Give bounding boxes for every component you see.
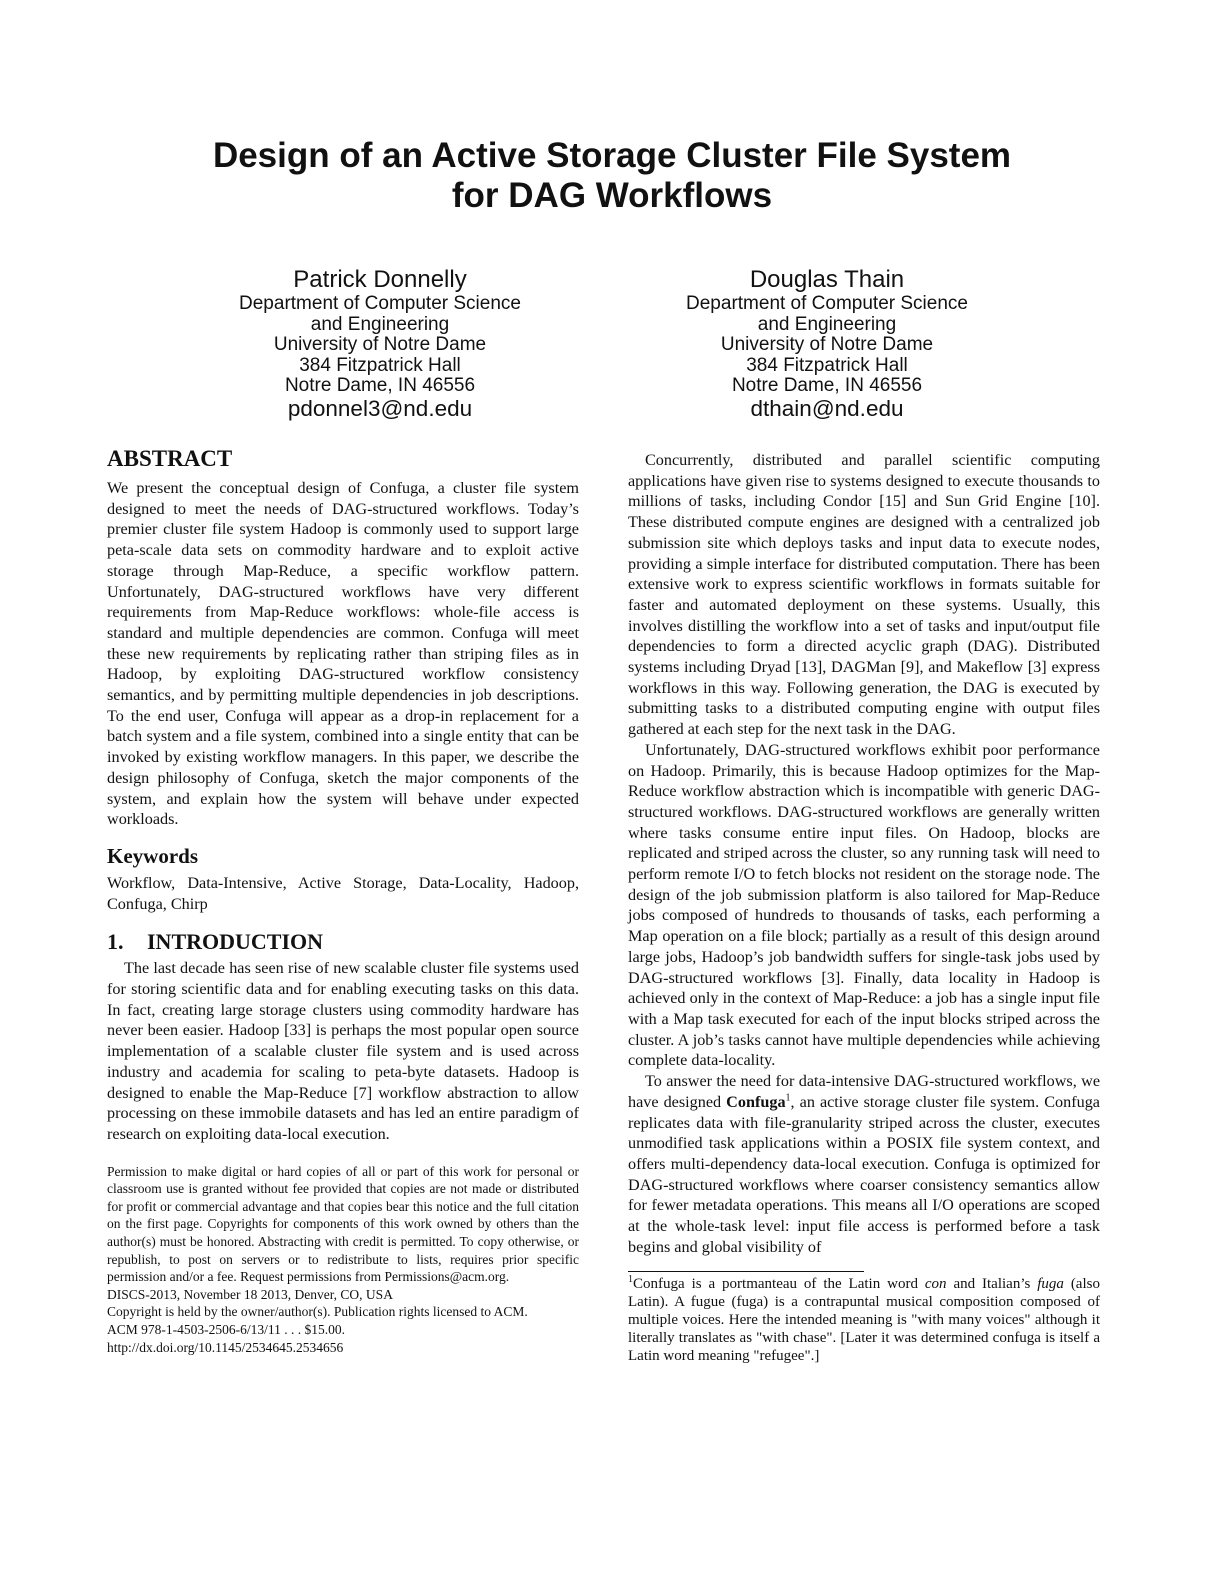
footnote-fuga: fuga <box>1037 1276 1064 1293</box>
author-department: Department of Computer Science <box>239 293 521 314</box>
footnote-part-1: Confuga is a portmanteau of the Latin word <box>633 1276 925 1293</box>
isbn-text: ACM 978-1-4503-2506-6/13/11 . . . $15.00. <box>107 1322 345 1338</box>
permission-text: Permission to make digital or hard copies of all or part of this work for personal or classroom use is granted without fee provided that copies are not made or distributed for profit or commercial advantage and that copies bear this notice and the full citation on the first page. Copyrights for components of this work owned by others than the author(s) must be honored. Abstracting with credit is permitted. To copy otherwise, or republish, to post on servers or to redistribute to lists, requires prior specific permission and/or a fee. Request permissions from Permissions@acm.org. <box>107 1163 579 1285</box>
footnote-con: con <box>924 1276 947 1293</box>
footnote-1 <box>628 1275 1100 1365</box>
author-department: Department of Computer Science <box>686 293 968 314</box>
author-name: Patrick Donnelly <box>293 266 467 293</box>
author-name: Douglas Thain <box>749 266 905 293</box>
conference-info: DISCS-2013, November 18 2013, Denver, CO, USA <box>107 1286 393 1302</box>
paper-title <box>108 136 1116 216</box>
abstract-heading: ABSTRACT <box>107 446 233 471</box>
author-address-1: 384 Fitzpatrick Hall <box>299 354 461 376</box>
p4-rest: , an active storage cluster file system. Confuga replicates data with file-granularity striped across the cluster, executes unmodified task applications within a POSIX file system context, and offers multi-dependency data-local execution. Confuga is optimized for DAG-structured workflows where coarser consistency semantics allow for fewer metadata operations. This means all I/O operations are scoped at the whole-task level: input file access is performed before a task begins and global visibility of <box>628 1092 1100 1256</box>
doi-link[interactable]: http://dx.doi.org/10.1145/2534645.2534656 <box>107 1339 344 1355</box>
right-column <box>628 450 1100 1365</box>
footnote-number: 1 <box>628 1274 633 1286</box>
footnote-rule <box>628 1271 864 1272</box>
section-title: INTRODUCTION <box>147 929 324 955</box>
title-line-2: for DAG Workflows <box>451 176 773 215</box>
author-department-2: and Engineering <box>757 313 897 335</box>
author-address-2: Notre Dame, IN 46556 <box>731 375 923 396</box>
introduction-heading <box>107 930 579 954</box>
author-email[interactable]: pdonnel3@nd.edu <box>287 395 473 421</box>
p4-start: To answer the need for data-intensive DAG-structured workflows, we have designed <box>628 1072 1100 1111</box>
intro-paragraph-1: The last decade has seen rise of new scalable cluster file systems used for storing scientific data and for enabling executing tasks on this data. In fact, creating large storage clusters using commodity hardware has never been easier. Hadoop [33] is perhaps the most popular open source implementation of a scalable cluster file system and is used across industry and academia for scaling to peta-byte datasets. Hadoop is designed to enable the Map-Reduce [7] workflow abstraction to allow processing on these immobile datasets and has led an entire paradigm of research on exploiting data-local execution. <box>107 959 579 1143</box>
title-line-1: Design of an Active Storage Cluster File System <box>212 136 1012 175</box>
author-block-1 <box>150 266 610 421</box>
author-university: University of Notre Dame <box>720 334 934 355</box>
permission-block <box>107 1163 579 1357</box>
author-address-1: 384 Fitzpatrick Hall <box>746 354 908 376</box>
intro-paragraph-4 <box>628 1071 1100 1257</box>
footnote-part-2: and Italian’s <box>946 1276 1038 1293</box>
author-email[interactable]: dthain@nd.edu <box>750 395 904 421</box>
section-number: 1. <box>107 929 124 955</box>
keywords-heading: Keywords <box>107 843 198 868</box>
intro-paragraph-2: Concurrently, distributed and parallel scientific computing applications have given rise to systems designed to execute thousands to millions of tasks, including Condor [15] and Sun Grid Engine [10]. These distributed compute engines are designed with a centralized job submission site which deploys tasks and input data to execute nodes, providing a simple interface for distributed computation. There has been extensive work to express scientific workflows in formats suitable for faster and automated deployment on these systems. Usually, this involves distilling the workflow into a set of tasks and input/output file dependencies to form a directed acyclic graph (DAG). Distributed systems including Dryad [13], DAGMan [9], and Makeflow [3] express workflows in this way. Following generation, the DAG is executed by submitting tasks to a distributed computing engine with output files gathered at each step for the next task in the DAG. <box>628 451 1100 739</box>
abstract-text: We present the conceptual design of Confuga, a cluster file system designed to meet the needs of DAG-structured workflows. Today’s premier cluster file system Hadoop is commonly used to support large peta-scale data sets on commodity hardware and to exploit active storage through Map-Reduce, a specific workflow pattern. Unfortunately, DAG-structured workflows have very different requirements from Map-Reduce workflows: whole-file access is standard and multiple dependencies are common. Confuga will meet these new requirements by replicating rather than striping files as in Hadoop, by exploiting DAG-structured workflow consistency semantics, and by permitting multiple dependencies in job descriptions. To the end user, Confuga will appear as a drop-in replacement for a batch system and a file system, combined into a single entity that can be invoked by existing workflow managers. In this paper, we describe the design philosophy of Confuga, sketch the major components of the system, and explain how the system will behave under expected workloads. <box>107 479 579 829</box>
author-university: University of Notre Dame <box>273 334 487 355</box>
copyright-text: Copyright is held by the owner/author(s). Publication rights licensed to ACM. <box>107 1304 528 1320</box>
author-address-2: Notre Dame, IN 46556 <box>284 375 476 396</box>
author-department-2: and Engineering <box>310 313 450 335</box>
intro-paragraph-3: Unfortunately, DAG-structured workflows exhibit poor performance on Hadoop. Primarily, this is because Hadoop optimizes for the Map-Reduce workflow abstraction which is incompatible with generic DAG-structured workflows. DAG-structured workflows are generally written where tasks consume entire input files. On Hadoop, blocks are replicated and striped across the cluster, so any running task will need to perform remote I/O to fetch blocks not resident on the storage node. The design of the job submission platform is also tailored for Map-Reduce jobs composed of hundreds to thousands of tasks, each performing a Map operation on a file block; partially as a result of this design around large jobs, Hadoop’s job bandwidth suffers for single-task jobs used by DAG-structured workflows [3]. Finally, data locality in Hadoop is achieved only in the context of Map-Reduce: a job has a single input file with a Map task executed for each of the input blocks striped across the cluster. A job’s tasks cannot have multiple dependencies while achieving complete data-locality. <box>628 740 1100 1070</box>
footnote-marker[interactable]: 1 <box>785 1092 791 1104</box>
keywords-text: Workflow, Data-Intensive, Active Storage, Data-Locality, Hadoop, Confuga, Chirp <box>107 873 579 913</box>
confuga-name: Confuga <box>726 1092 786 1111</box>
left-column <box>107 446 579 1356</box>
author-block-2 <box>597 266 1057 421</box>
footnote-part-3: (also Latin). A fugue (fuga) is a contrapuntal musical composition composed of multiple voices. Here the intended meaning is "with many voices" although it literally translates as "with chase". [Later it was determined confuga is itself a Latin word meaning "refugee".] <box>628 1276 1100 1365</box>
